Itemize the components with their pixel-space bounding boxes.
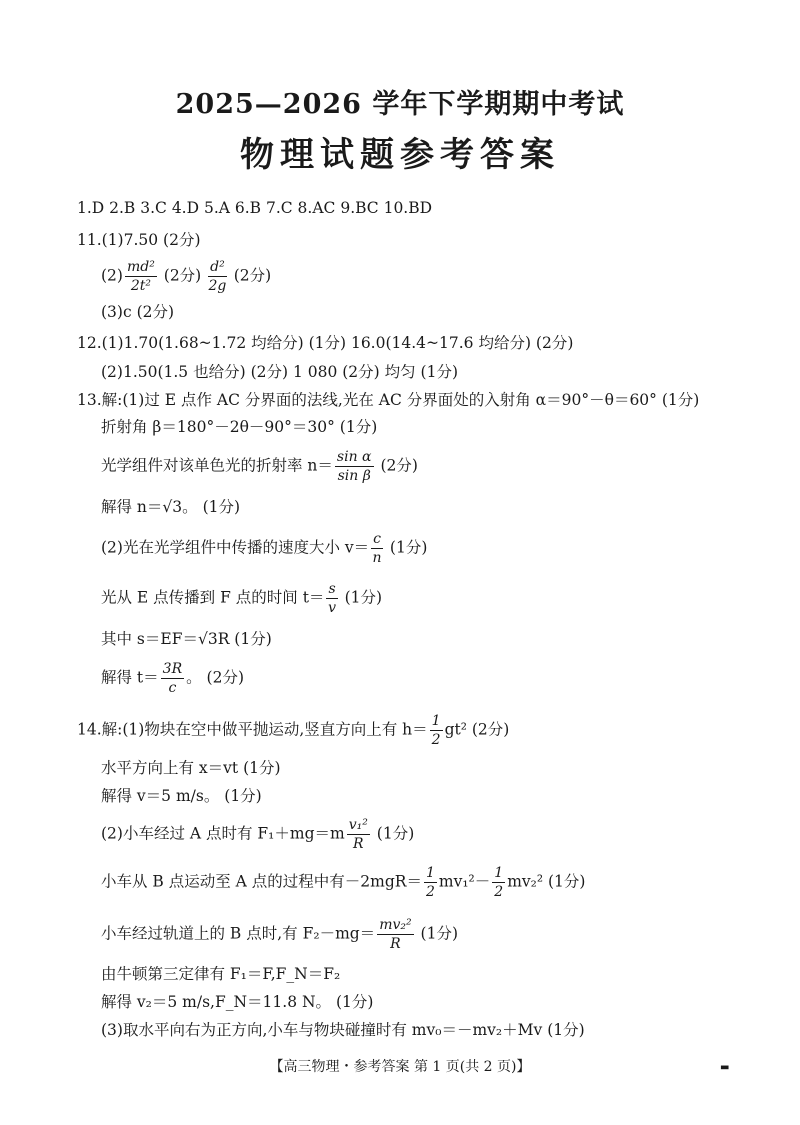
q13-part2-result — [101, 662, 244, 695]
fraction-denominator: R — [390, 936, 401, 952]
score-note: (2分) — [380, 456, 418, 475]
fraction-denominator: v — [328, 600, 336, 616]
score-note: (1分) — [344, 588, 383, 607]
scan-mark: ▬ — [720, 1062, 730, 1073]
q11-part1: 11.(1)7.50 (2分) — [77, 231, 201, 249]
fraction — [347, 818, 370, 851]
fraction-numerator: mv₂² — [379, 917, 412, 933]
fraction — [377, 918, 413, 951]
q14-part1-step1 — [77, 714, 509, 747]
q13-part2-step1 — [101, 532, 427, 565]
fraction-denominator: n — [372, 550, 382, 566]
mc-answers: 1.D 2.B 3.C 4.D 5.A 6.B 7.C 8.AC 9.BC 10.BD — [77, 199, 433, 217]
formula-text: 14.解:(1)物块在空中做平抛运动,竖直方向上有 h＝ — [77, 720, 428, 739]
q14-part2-step4: 由牛顿第三定律有 F₁＝F,F_N＝F₂ — [101, 965, 341, 983]
q11-part2-label: (2) — [101, 266, 123, 285]
q14-part1-step2: 水平方向上有 x＝vt (1分) — [101, 759, 281, 777]
fraction — [371, 532, 383, 565]
answer-key-title: 物理试题参考答案 — [240, 135, 560, 175]
q14-part3-step1: (3)取水平向右为正方向,小车与物块碰撞时有 mv₀＝－mv₂＋Mv (1分) — [101, 1021, 585, 1039]
fraction — [326, 582, 337, 615]
fraction-numerator: c — [373, 531, 381, 547]
fraction-denominator: 2 — [494, 884, 504, 900]
fraction-numerator: 1 — [425, 865, 435, 881]
formula-text: 小车从 B 点运动至 A 点的过程中有－2mgR＝ — [101, 872, 422, 891]
formula-text: gt² (2分) — [444, 720, 510, 739]
fraction-numerator: md² — [126, 259, 155, 275]
q14-part2-step1 — [101, 818, 414, 851]
fraction-denominator: 2 — [431, 732, 441, 748]
formula-text: mv₁²－ — [438, 872, 491, 891]
fraction-denominator: 2g — [208, 278, 227, 294]
fraction — [335, 450, 374, 483]
formula-text: 解得 t＝ — [101, 668, 159, 687]
fraction-denominator: sin β — [337, 468, 371, 484]
formula-text: mv₂² (1分) — [507, 872, 586, 891]
q14-part2-step3 — [101, 918, 458, 951]
fraction-denominator: R — [353, 836, 364, 852]
fraction — [208, 260, 227, 293]
q11-part3: (3)c (2分) — [101, 303, 175, 321]
formula-text: (2)小车经过 A 点时有 F₁＋mg＝m — [101, 824, 345, 843]
fraction-numerator: 1 — [431, 713, 441, 729]
fraction-denominator: 2t² — [130, 278, 151, 294]
q14-part2-step2 — [101, 866, 585, 899]
fraction-numerator: 3R — [162, 661, 183, 677]
fraction-denominator: c — [168, 680, 177, 696]
q13-part1-result: 解得 n＝√3。 (1分) — [101, 498, 241, 516]
q13-part2-step2 — [101, 582, 382, 615]
fraction — [125, 260, 157, 293]
formula-text: 光从 E 点传播到 F 点的时间 t＝ — [101, 588, 325, 607]
score-note: (1分) — [420, 924, 459, 943]
page-footer: 【高三物理・参考答案 第 1 页(共 2 页)】 — [269, 1059, 531, 1075]
fraction — [424, 866, 437, 899]
fraction — [161, 662, 184, 695]
q14-part1-result: 解得 v＝5 m/s。 (1分) — [101, 787, 262, 805]
fraction-denominator: 2 — [425, 884, 435, 900]
score-note: (1分) — [376, 824, 415, 843]
q13-part1-step1: 13.解:(1)过 E 点作 AC 分界面的法线,光在 AC 分界面处的入射角 α＝90°－θ＝60° (1分) — [77, 391, 700, 409]
fraction-numerator: sin α — [336, 449, 372, 465]
formula-text: 小车经过轨道上的 B 点时,有 F₂－mg＝ — [101, 924, 376, 943]
fraction — [430, 714, 443, 747]
fraction-numerator: s — [328, 581, 336, 597]
score-note: (1分) — [389, 538, 428, 557]
q12-part2: (2)1.50(1.5 也给分) (2分) 1 080 (2分) 均匀 (1分) — [101, 363, 459, 381]
formula-text: (2)光在光学组件中传播的速度大小 v＝ — [101, 538, 370, 557]
q11-part2 — [101, 260, 271, 293]
q13-part1-step2: 折射角 β＝180°－2θ－90°＝30° (1分) — [101, 418, 378, 436]
q12-part1: 12.(1)1.70(1.68~1.72 均给分) (1分) 16.0(14.4~17.6 均给分) (2分) — [77, 334, 574, 352]
exam-title: 2025—2026 学年下学期期中考试 — [175, 89, 625, 120]
q13-part1-step3 — [101, 450, 418, 483]
fraction — [492, 866, 505, 899]
q14-part2-result: 解得 v₂＝5 m/s,F_N＝11.8 N。 (1分) — [101, 993, 374, 1011]
formula-text: 光学组件对该单色光的折射率 n＝ — [101, 456, 333, 475]
score-note: (2分) — [163, 266, 202, 285]
fraction-numerator: d² — [210, 259, 225, 275]
fraction-numerator: v₁² — [348, 817, 368, 833]
q13-part2-step3: 其中 s＝EF＝√3R (1分) — [101, 630, 272, 648]
score-note: 。 (2分) — [186, 668, 244, 687]
fraction-numerator: 1 — [494, 865, 504, 881]
score-note: (2分) — [233, 266, 272, 285]
